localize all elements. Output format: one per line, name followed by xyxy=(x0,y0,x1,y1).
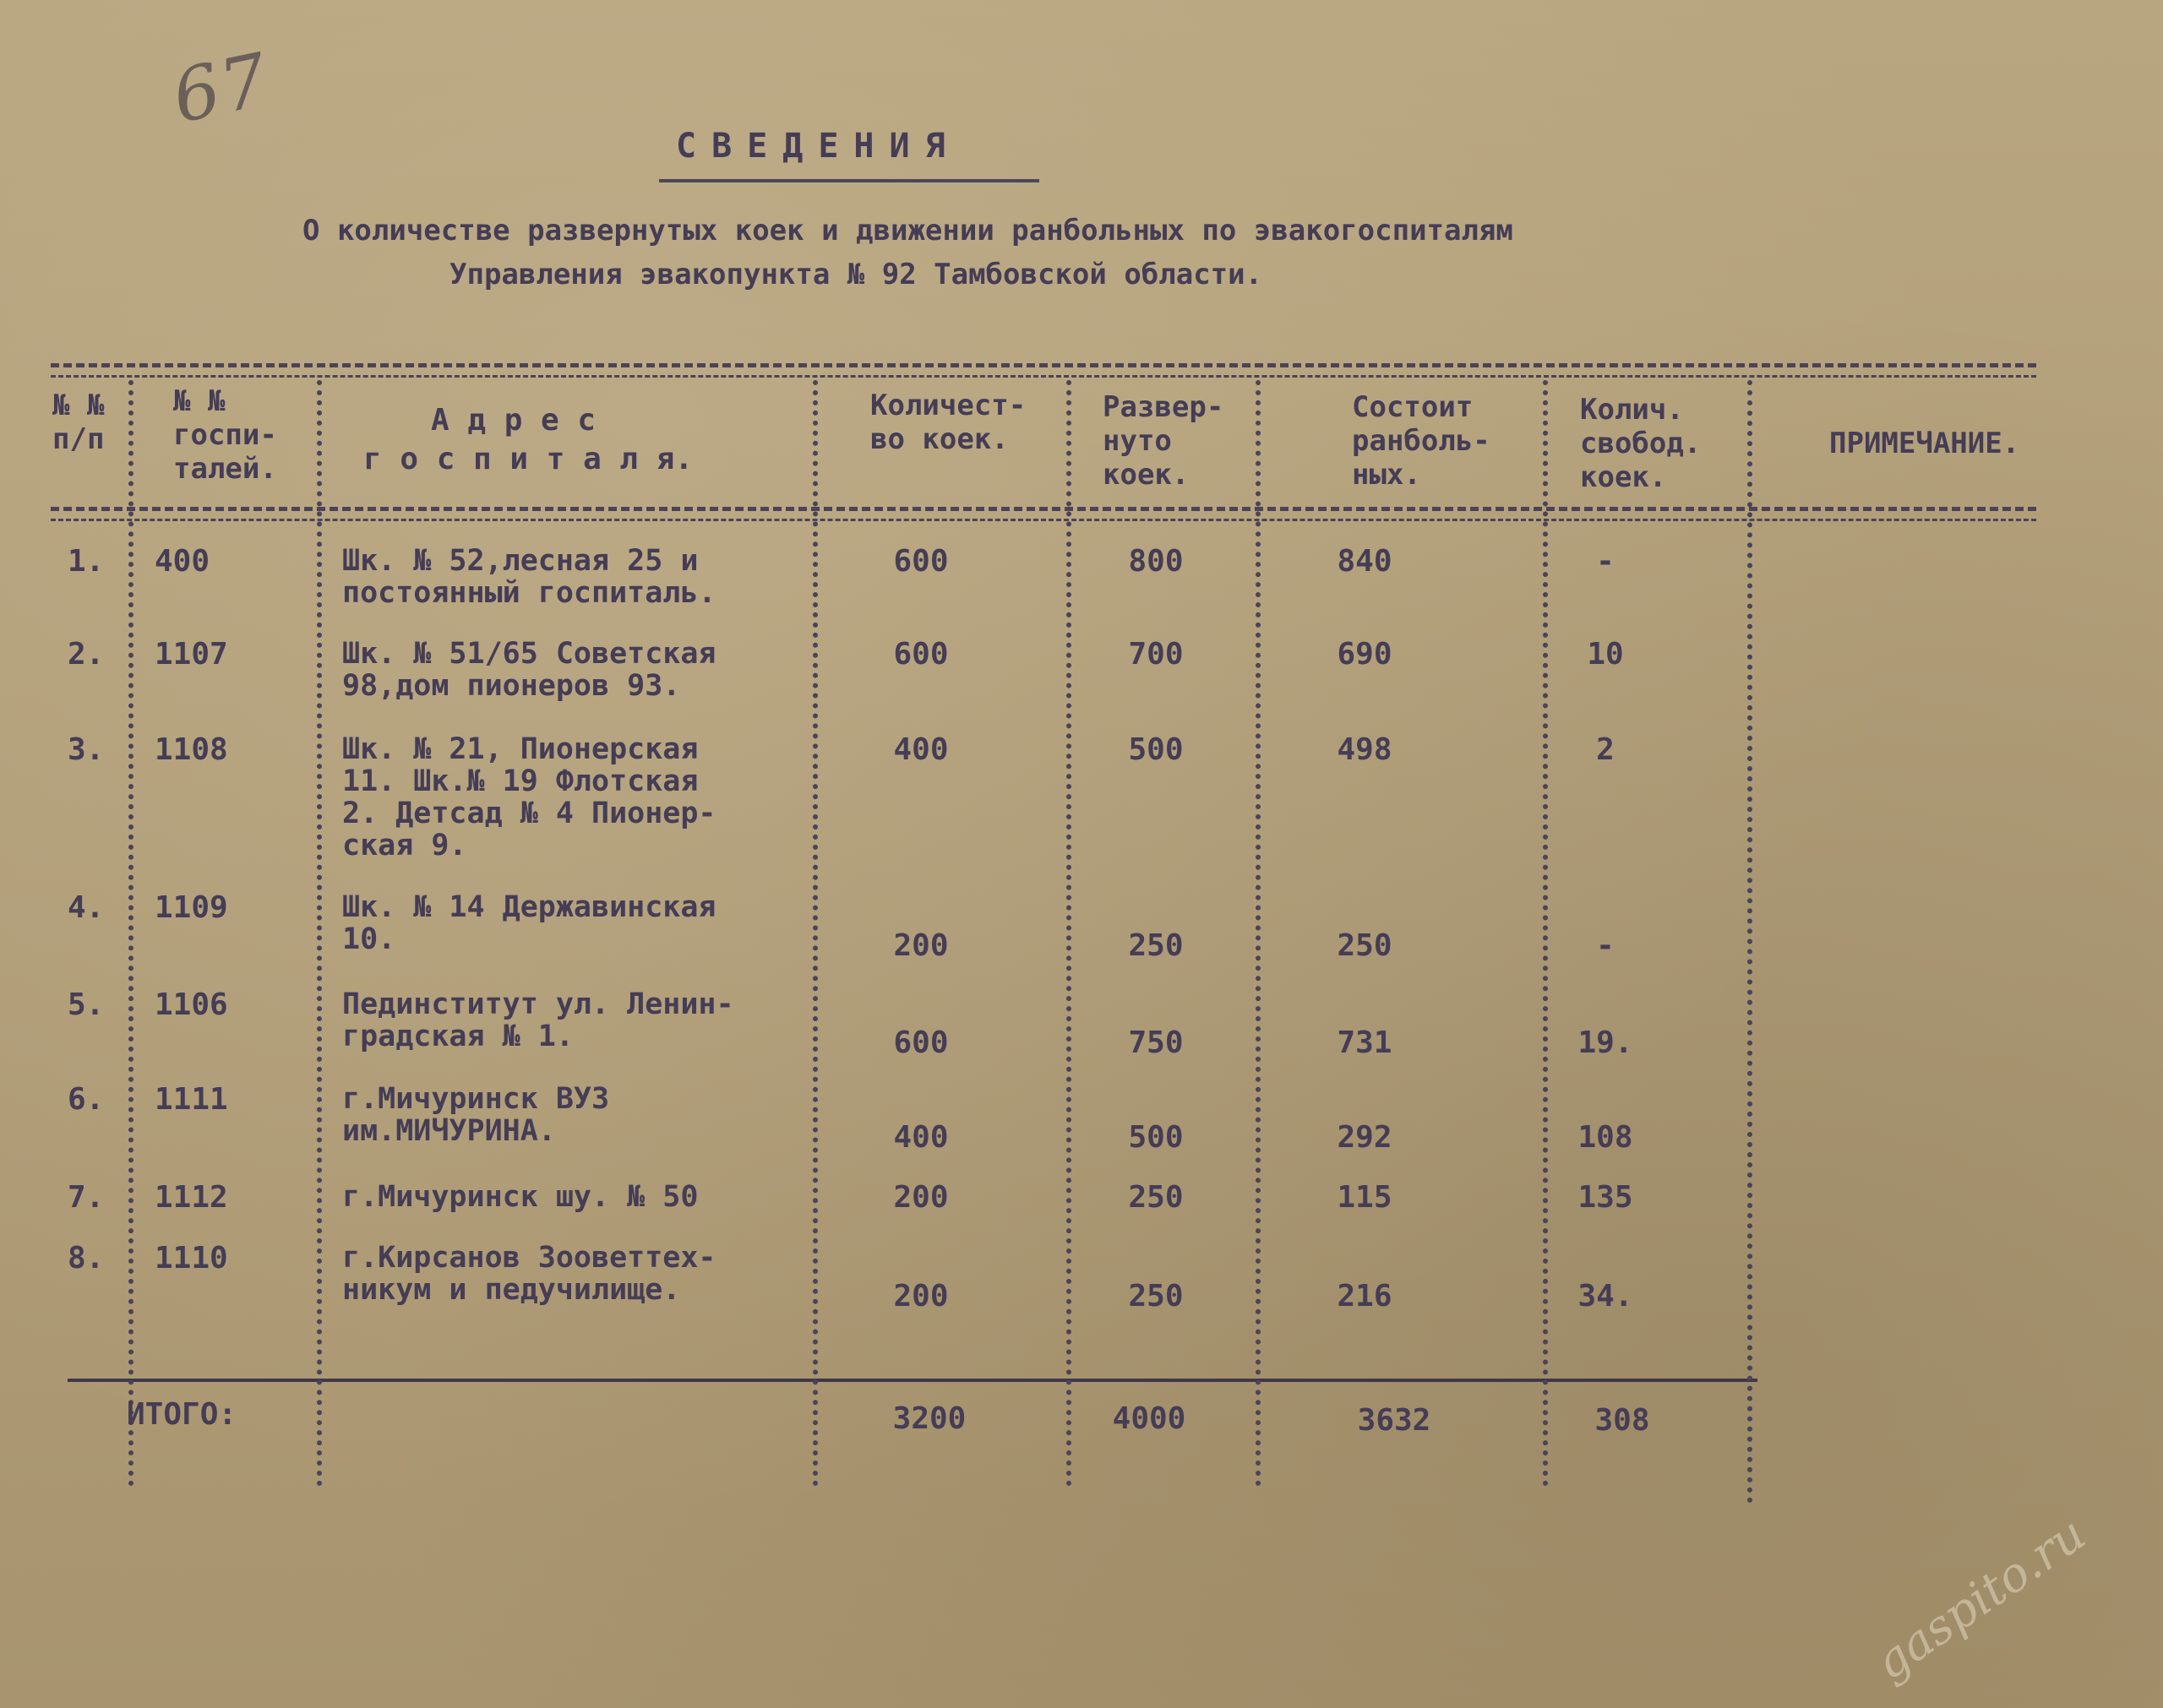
row-beds: 200 xyxy=(893,928,949,963)
column-separator xyxy=(1747,380,1752,1504)
document-title: СВЕДЕНИЯ xyxy=(676,127,961,166)
row-free-beds: 135 xyxy=(1577,1180,1633,1215)
totals-beds: 3200 xyxy=(892,1401,967,1436)
subtitle-line-2: Управления эвакопункта № 92 Тамбовской области. xyxy=(449,258,1263,291)
header-text: ранболь- xyxy=(1352,424,1490,458)
row-free-beds: 2 xyxy=(1596,732,1615,767)
column-separator xyxy=(813,380,818,1487)
totals-label: ИТОГО: xyxy=(127,1397,237,1432)
header-text: коек. xyxy=(1103,458,1190,492)
column-separator xyxy=(317,380,322,1487)
row-index: 1. xyxy=(68,544,105,579)
row-beds: 200 xyxy=(893,1180,949,1215)
row-index: 6. xyxy=(68,1082,105,1117)
row-free-beds: 19. xyxy=(1577,1025,1633,1060)
totals-deployed: 4000 xyxy=(1112,1401,1186,1436)
header-text: № № xyxy=(52,389,105,422)
header-text: А д р е с xyxy=(431,403,597,438)
header-text: ных. xyxy=(1352,458,1421,492)
header-text: коек. xyxy=(1580,460,1667,494)
row-deployed: 250 xyxy=(1128,928,1184,963)
address-line: никум и педучилище. xyxy=(342,1273,681,1307)
address-line: градская № 1. xyxy=(342,1020,574,1053)
header-text: свобод. xyxy=(1580,427,1702,460)
row-beds: 600 xyxy=(893,544,949,579)
address-line: Шк. № 14 Державинская xyxy=(342,890,716,924)
row-index: 2. xyxy=(68,637,105,672)
row-address xyxy=(342,545,716,609)
address-line: им.МИЧУРИНА. xyxy=(342,1114,556,1148)
header-bottom-rule-2 xyxy=(51,519,2036,521)
row-hospital-number: 1111 xyxy=(155,1082,228,1117)
row-hospital-number: 1107 xyxy=(155,637,228,672)
row-index: 4. xyxy=(68,890,105,925)
row-address xyxy=(342,1083,609,1147)
row-deployed: 750 xyxy=(1128,1025,1184,1060)
header-col-free-beds xyxy=(1580,393,1701,494)
row-address xyxy=(342,733,716,862)
row-patients: 731 xyxy=(1337,1025,1392,1060)
header-text: нуто xyxy=(1103,424,1172,458)
row-index: 3. xyxy=(68,732,105,767)
column-separator xyxy=(1256,380,1261,1487)
header-text: № № xyxy=(173,384,226,418)
address-line: 11. Шк.№ 19 Флотская xyxy=(342,764,699,798)
header-col-index xyxy=(52,389,104,456)
header-col-deployed xyxy=(1103,390,1223,492)
header-col-address xyxy=(363,401,693,479)
header-text: ПРИМЕЧАНИЕ. xyxy=(1829,427,2020,460)
row-index: 5. xyxy=(68,987,105,1022)
row-beds: 200 xyxy=(893,1279,949,1314)
header-text: г о с п и т а л я. xyxy=(363,442,694,476)
header-text: Колич. xyxy=(1580,393,1684,427)
row-patients: 115 xyxy=(1337,1180,1392,1215)
row-patients: 292 xyxy=(1337,1120,1392,1155)
row-free-beds: - xyxy=(1596,928,1615,963)
row-beds: 600 xyxy=(893,637,949,672)
totals-free-beds: 308 xyxy=(1594,1403,1650,1438)
row-deployed: 250 xyxy=(1128,1180,1184,1215)
watermark: gaspito.ru xyxy=(1865,1506,2096,1691)
row-free-beds: 10 xyxy=(1587,637,1624,672)
row-deployed: 500 xyxy=(1128,1120,1184,1155)
address-line: г.Кирсанов Зооветтех- xyxy=(342,1241,716,1275)
address-line: ская 9. xyxy=(342,829,467,862)
header-text: госпи- xyxy=(173,418,277,452)
row-free-beds: - xyxy=(1596,544,1615,579)
header-text: талей. xyxy=(173,452,277,486)
row-patients: 840 xyxy=(1337,544,1392,579)
address-line: постоянный госпиталь. xyxy=(342,576,716,610)
header-text: п/п xyxy=(52,422,105,456)
subtitle-line-1: О количестве развернутых коек и движении ранбольных по эвакогоспиталям xyxy=(302,214,1513,247)
row-index: 8. xyxy=(68,1241,105,1276)
row-hospital-number: 1112 xyxy=(155,1180,228,1215)
address-line: Шк. № 51/65 Советская xyxy=(342,637,716,671)
header-text: Состоит xyxy=(1352,390,1474,424)
table-top-rule-2 xyxy=(51,375,2036,378)
row-address xyxy=(342,988,734,1053)
row-address xyxy=(342,891,716,955)
row-deployed: 800 xyxy=(1128,544,1184,579)
address-line: г.Мичуринск шу. № 50 xyxy=(342,1180,699,1214)
address-line: Шк. № 52,лесная 25 и xyxy=(342,544,699,578)
header-text: Развер- xyxy=(1103,390,1224,424)
row-patients: 498 xyxy=(1337,732,1392,767)
row-free-beds: 34. xyxy=(1577,1279,1633,1314)
row-patients: 216 xyxy=(1337,1279,1392,1314)
totals-patients: 3632 xyxy=(1357,1403,1431,1438)
row-hospital-number: 400 xyxy=(155,544,210,579)
row-hospital-number: 1110 xyxy=(155,1241,228,1276)
row-address xyxy=(342,1181,698,1213)
address-line: 10. xyxy=(342,922,396,956)
row-deployed: 700 xyxy=(1128,637,1184,672)
row-address xyxy=(342,638,716,702)
header-col-hospital-number xyxy=(173,384,277,486)
row-hospital-number: 1109 xyxy=(155,890,228,925)
header-col-notes xyxy=(1829,427,2019,460)
row-deployed: 500 xyxy=(1128,732,1184,767)
row-free-beds: 108 xyxy=(1577,1120,1633,1155)
row-patients: 250 xyxy=(1337,928,1392,963)
header-col-patients xyxy=(1352,390,1490,492)
row-beds: 400 xyxy=(893,732,949,767)
row-patients: 690 xyxy=(1337,637,1392,672)
row-hospital-number: 1106 xyxy=(155,987,228,1022)
row-hospital-number: 1108 xyxy=(155,732,228,767)
address-line: г.Мичуринск ВУЗ xyxy=(342,1082,610,1116)
row-deployed: 250 xyxy=(1128,1279,1184,1314)
header-text: Количест- xyxy=(870,389,1027,422)
address-line: 98,дом пионеров 93. xyxy=(342,669,681,703)
address-line: 2. Детсад № 4 Пионер- xyxy=(342,797,716,830)
address-line: Шк. № 21, Пионерская xyxy=(342,732,699,766)
folio-number: 67 xyxy=(165,37,277,140)
column-separator xyxy=(128,380,133,1487)
header-text: во коек. xyxy=(870,422,1009,456)
header-col-beds xyxy=(870,389,1026,456)
address-line: Пединститут ул. Ленин- xyxy=(342,987,734,1021)
header-bottom-rule xyxy=(51,507,2036,511)
row-beds: 600 xyxy=(893,1025,949,1060)
row-beds: 400 xyxy=(893,1120,949,1155)
row-index: 7. xyxy=(68,1180,105,1215)
row-address xyxy=(342,1242,716,1306)
title-underline xyxy=(659,179,1039,182)
table-top-rule xyxy=(51,363,2036,367)
